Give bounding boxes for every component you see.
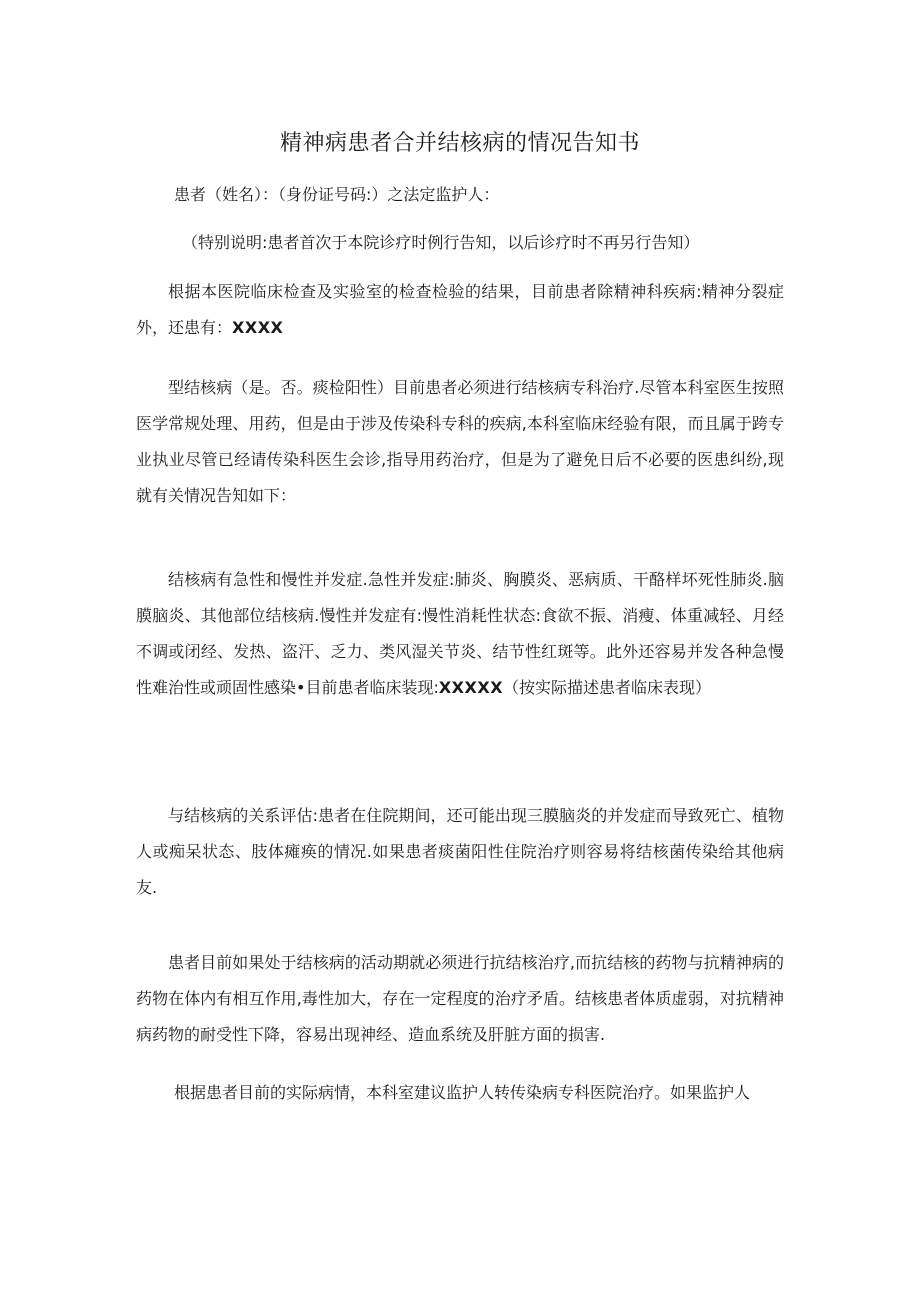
symptoms-placeholder: XXXXX [438,678,504,697]
paragraph-complications-text: 结核病有急性和慢性并发症.急性并发症:肺炎、胸膜炎、恶病质、干酪样坏死性肺炎.脑膜脑炎、其他部位结核病.慢性并发症有:慢性消耗性状态:食欲不振、消瘦、体重减轻、月经不调或闭经、发热、盗汗、乏力、类风湿关节炎、结节性红斑等。此外还容易并发各种急慢性难治性或顽固性感染•目前患者临床装现: [136,570,784,697]
paragraph-diagnosis [136,274,784,346]
paragraph-diagnosis-text: 根据本医院临床检查及实验室的检查检验的结果，目前患者除精神科疾病:精神分裂症外，还患有： [136,282,784,337]
paragraph-treatment-conflict: 患者目前如果处于结核病的活动期就必须进行抗结核治疗,而抗结核的药物与抗精神病的药物在体内有相互作用,毒性加大，存在一定程度的治疗矛盾。结核患者体质虚弱，对抗精神病药物的耐受性下降，容易出现神经、造血系统及肝脏方面的损害. [136,953,784,1044]
document-title: 精神病患者合并结核病的情况告知书 [279,131,640,156]
paragraph-tb-type: 型结核病（是。否。痰检阳性）目前患者必须进行结核病专科治疗.尽管本科室医生按照医学常规处理、用药，但是由于涉及传染科专科的疾病,本科室临床经验有限，而且属于跨专业执业尽管已经请传染科医生会诊,指导用药治疗，但是为了避免日后不必要的医患纠纷,现就有关情况告知如下： [136,378,784,505]
paragraph-complications-tail: （按实际描述患者临床表现） [503,678,712,697]
paragraph-recommendation: 根据患者目前的实际病情，本科室建议监护人转传染病专科医院治疗。如果监护人 [174,1083,751,1102]
special-note: （特别说明:患者首次于本院诊疗时例行告知，以后诊疗时不再另行告知） [182,233,700,252]
paragraph-risk-assessment: 与结核病的关系评估:患者在住院期间，还可能出现三膜脑炎的并发症而导致死亡、植物人或痴呆状态、肢体瘫痪的情况.如果患者痰菌阳性住院治疗则容易将结核菌传染给其他病友. [136,806,784,897]
guardian-header-line: 患者（姓名）：（身份证号码:）之法定监护人： [174,185,500,204]
diagnosis-placeholder: XXXX [232,318,284,337]
paragraph-complications [136,562,784,706]
